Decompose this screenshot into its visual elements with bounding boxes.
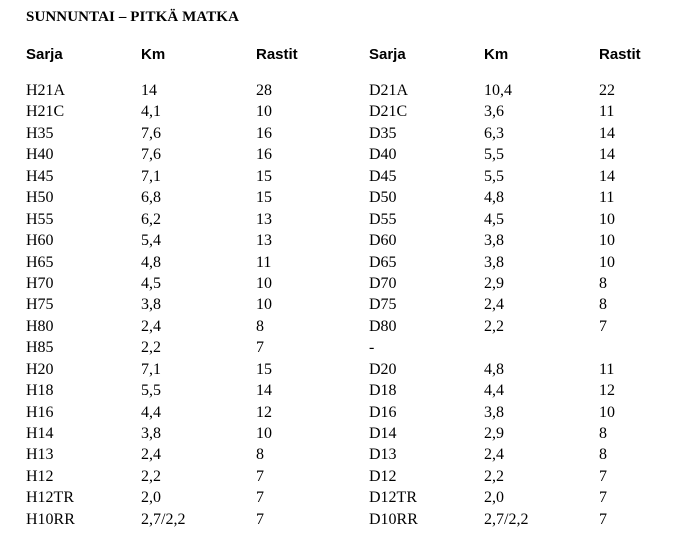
header-rastit-right: Rastit	[599, 46, 641, 63]
class-cell-right: D45	[369, 167, 397, 185]
table-row	[0, 187, 679, 208]
table-row	[0, 166, 679, 187]
km-cell-right: 4,8	[484, 189, 504, 207]
rastit-cell-right: 8	[599, 296, 607, 314]
class-cell-left: H85	[26, 339, 54, 357]
table-row	[0, 444, 679, 465]
class-cell-right: D70	[369, 274, 397, 292]
rastit-cell-right: 11	[599, 103, 615, 121]
rastit-cell-left: 16	[256, 146, 272, 164]
class-cell-left: H55	[26, 210, 54, 228]
table-row	[0, 359, 679, 380]
rastit-cell-left: 10	[256, 296, 272, 314]
km-cell-right: 2,2	[484, 467, 504, 485]
rastit-cell-right: 12	[599, 382, 615, 400]
km-cell-right: 2,9	[484, 274, 504, 292]
class-cell-right: D14	[369, 425, 397, 442]
km-cell-right: 2,2	[484, 317, 504, 335]
km-cell-right: 4,5	[484, 210, 504, 228]
km-cell-right: 2,9	[484, 425, 504, 442]
class-cell-left: H18	[26, 382, 54, 400]
class-cell-left: H20	[26, 360, 54, 378]
class-cell-right: D21C	[369, 103, 408, 121]
class-cell-left: H80	[26, 317, 54, 335]
rastit-cell-left: 11	[256, 253, 272, 271]
class-cell-right: D35	[369, 124, 397, 142]
class-cell-right: D20	[369, 360, 397, 378]
rastit-cell-left: 7	[256, 339, 264, 357]
km-cell-left: 4,4	[141, 403, 161, 421]
rastit-cell-right: 8	[599, 425, 607, 442]
class-cell-left: H13	[26, 446, 54, 464]
km-cell-right: 3,6	[484, 103, 504, 121]
table-row	[0, 144, 679, 165]
class-cell-right: D16	[369, 403, 397, 421]
table-row	[0, 402, 679, 423]
rastit-cell-right: 10	[599, 232, 615, 250]
class-cell-right: D75	[369, 296, 397, 314]
km-cell-right: 2,4	[484, 296, 504, 314]
rastit-cell-left: 15	[256, 189, 272, 207]
km-cell-right: 10,4	[484, 82, 512, 99]
rastit-cell-right: 10	[599, 403, 615, 421]
class-cell-left: H50	[26, 189, 54, 207]
rastit-cell-left: 10	[256, 103, 272, 121]
class-cell-left: H60	[26, 232, 54, 250]
class-cell-right: D21A	[369, 82, 409, 99]
header-sarja-right: Sarja	[369, 46, 406, 63]
table-row	[0, 230, 679, 251]
rastit-cell-right: 10	[599, 253, 615, 271]
km-cell-left: 6,8	[141, 189, 161, 207]
rastit-cell-right: 7	[599, 467, 607, 485]
rastit-cell-left: 13	[256, 232, 272, 250]
km-cell-left: 14	[141, 82, 157, 99]
rastit-cell-right: 10	[599, 210, 615, 228]
course-table	[0, 80, 679, 530]
class-cell-right: D80	[369, 317, 397, 335]
table-row	[0, 273, 679, 294]
table-row	[0, 380, 679, 401]
rastit-cell-left: 12	[256, 403, 272, 421]
table-row	[0, 337, 679, 358]
class-cell-left: H45	[26, 167, 54, 185]
table-row	[0, 80, 679, 101]
km-cell-left: 5,5	[141, 382, 161, 400]
class-cell-right: D60	[369, 232, 397, 250]
class-cell-left: H75	[26, 296, 54, 314]
km-cell-right: 2,7/2,2	[484, 510, 529, 528]
class-cell-left: H14	[26, 425, 54, 442]
rastit-cell-right: 7	[599, 317, 607, 335]
km-cell-left: 7,6	[141, 124, 161, 142]
km-cell-left: 3,8	[141, 296, 161, 314]
km-cell-left: 3,8	[141, 425, 161, 442]
rastit-cell-left: 15	[256, 167, 272, 185]
rastit-cell-left: 10	[256, 274, 272, 292]
table-row	[0, 252, 679, 273]
rastit-cell-left: 16	[256, 124, 272, 142]
class-cell-right: D50	[369, 189, 397, 207]
table-row	[0, 123, 679, 144]
class-cell-left: H10RR	[26, 510, 75, 528]
km-cell-left: 2,2	[141, 339, 161, 357]
rastit-cell-left: 7	[256, 510, 264, 528]
km-cell-right: 5,5	[484, 167, 504, 185]
table-row	[0, 466, 679, 487]
km-cell-left: 2,0	[141, 489, 161, 507]
km-cell-left: 4,5	[141, 274, 161, 292]
km-cell-left: 4,1	[141, 103, 161, 121]
table-row	[0, 423, 679, 444]
rastit-cell-right: 14	[599, 167, 615, 185]
header-km-right: Km	[484, 46, 509, 63]
class-cell-left: H12	[26, 467, 54, 485]
table-row	[0, 294, 679, 315]
header-sarja-left: Sarja	[26, 46, 63, 63]
rastit-cell-right: 7	[599, 510, 607, 528]
class-cell-right: D55	[369, 210, 397, 228]
km-cell-left: 2,7/2,2	[141, 510, 186, 528]
rastit-cell-right: 22	[599, 82, 615, 99]
km-cell-right: 6,3	[484, 124, 504, 142]
table-row	[0, 209, 679, 230]
rastit-cell-right: 7	[599, 489, 607, 507]
header-rastit-left: Rastit	[256, 46, 298, 63]
table-row	[0, 101, 679, 122]
rastit-cell-left: 14	[256, 382, 272, 400]
rastit-cell-left: 28	[256, 82, 272, 99]
km-cell-right: 3,8	[484, 403, 504, 421]
km-cell-right: 5,5	[484, 146, 504, 164]
km-cell-right: 3,8	[484, 232, 504, 250]
class-cell-right: D12	[369, 467, 397, 485]
km-cell-left: 7,6	[141, 146, 161, 164]
rastit-cell-right: 14	[599, 146, 615, 164]
km-cell-left: 4,8	[141, 253, 161, 271]
page-title: SUNNUNTAI – PITKÄ MATKA	[26, 9, 240, 25]
class-cell-right: D18	[369, 382, 397, 400]
class-cell-right: D40	[369, 146, 397, 164]
rastit-cell-right: 8	[599, 274, 607, 292]
header-km-left: Km	[141, 46, 166, 63]
km-cell-left: 7,1	[141, 167, 161, 185]
km-cell-right: 3,8	[484, 253, 504, 271]
table-row	[0, 487, 679, 508]
class-cell-right: -	[369, 339, 375, 357]
table-row	[0, 316, 679, 337]
rastit-cell-left: 8	[256, 446, 264, 464]
class-cell-left: H12TR	[26, 489, 74, 507]
rastit-cell-right: 11	[599, 360, 615, 378]
km-cell-left: 2,2	[141, 467, 161, 485]
class-cell-left: H21C	[26, 103, 65, 121]
km-cell-left: 2,4	[141, 317, 161, 335]
table-row	[0, 509, 679, 530]
km-cell-right: 4,8	[484, 360, 504, 378]
rastit-cell-left: 13	[256, 210, 272, 228]
rastit-cell-right: 14	[599, 124, 615, 142]
rastit-cell-left: 7	[256, 467, 264, 485]
km-cell-left: 6,2	[141, 210, 161, 228]
km-cell-right: 4,4	[484, 382, 504, 400]
class-cell-right: D12TR	[369, 489, 417, 507]
class-cell-left: H21A	[26, 82, 66, 99]
rastit-cell-right: 8	[599, 446, 607, 464]
class-cell-left: H35	[26, 124, 54, 142]
rastit-cell-left: 10	[256, 425, 272, 442]
class-cell-right: D65	[369, 253, 397, 271]
km-cell-right: 2,0	[484, 489, 504, 507]
class-cell-left: H40	[26, 146, 54, 164]
km-cell-right: 2,4	[484, 446, 504, 464]
class-cell-right: D10RR	[369, 510, 418, 528]
class-cell-left: H70	[26, 274, 54, 292]
rastit-cell-left: 15	[256, 360, 272, 378]
rastit-cell-left: 8	[256, 317, 264, 335]
class-cell-right: D13	[369, 446, 397, 464]
class-cell-left: H16	[26, 403, 54, 421]
rastit-cell-right: 11	[599, 189, 615, 207]
class-cell-left: H65	[26, 253, 54, 271]
table-header	[0, 46, 679, 68]
rastit-cell-left: 7	[256, 489, 264, 507]
km-cell-left: 2,4	[141, 446, 161, 464]
km-cell-left: 5,4	[141, 232, 161, 250]
km-cell-left: 7,1	[141, 360, 161, 378]
